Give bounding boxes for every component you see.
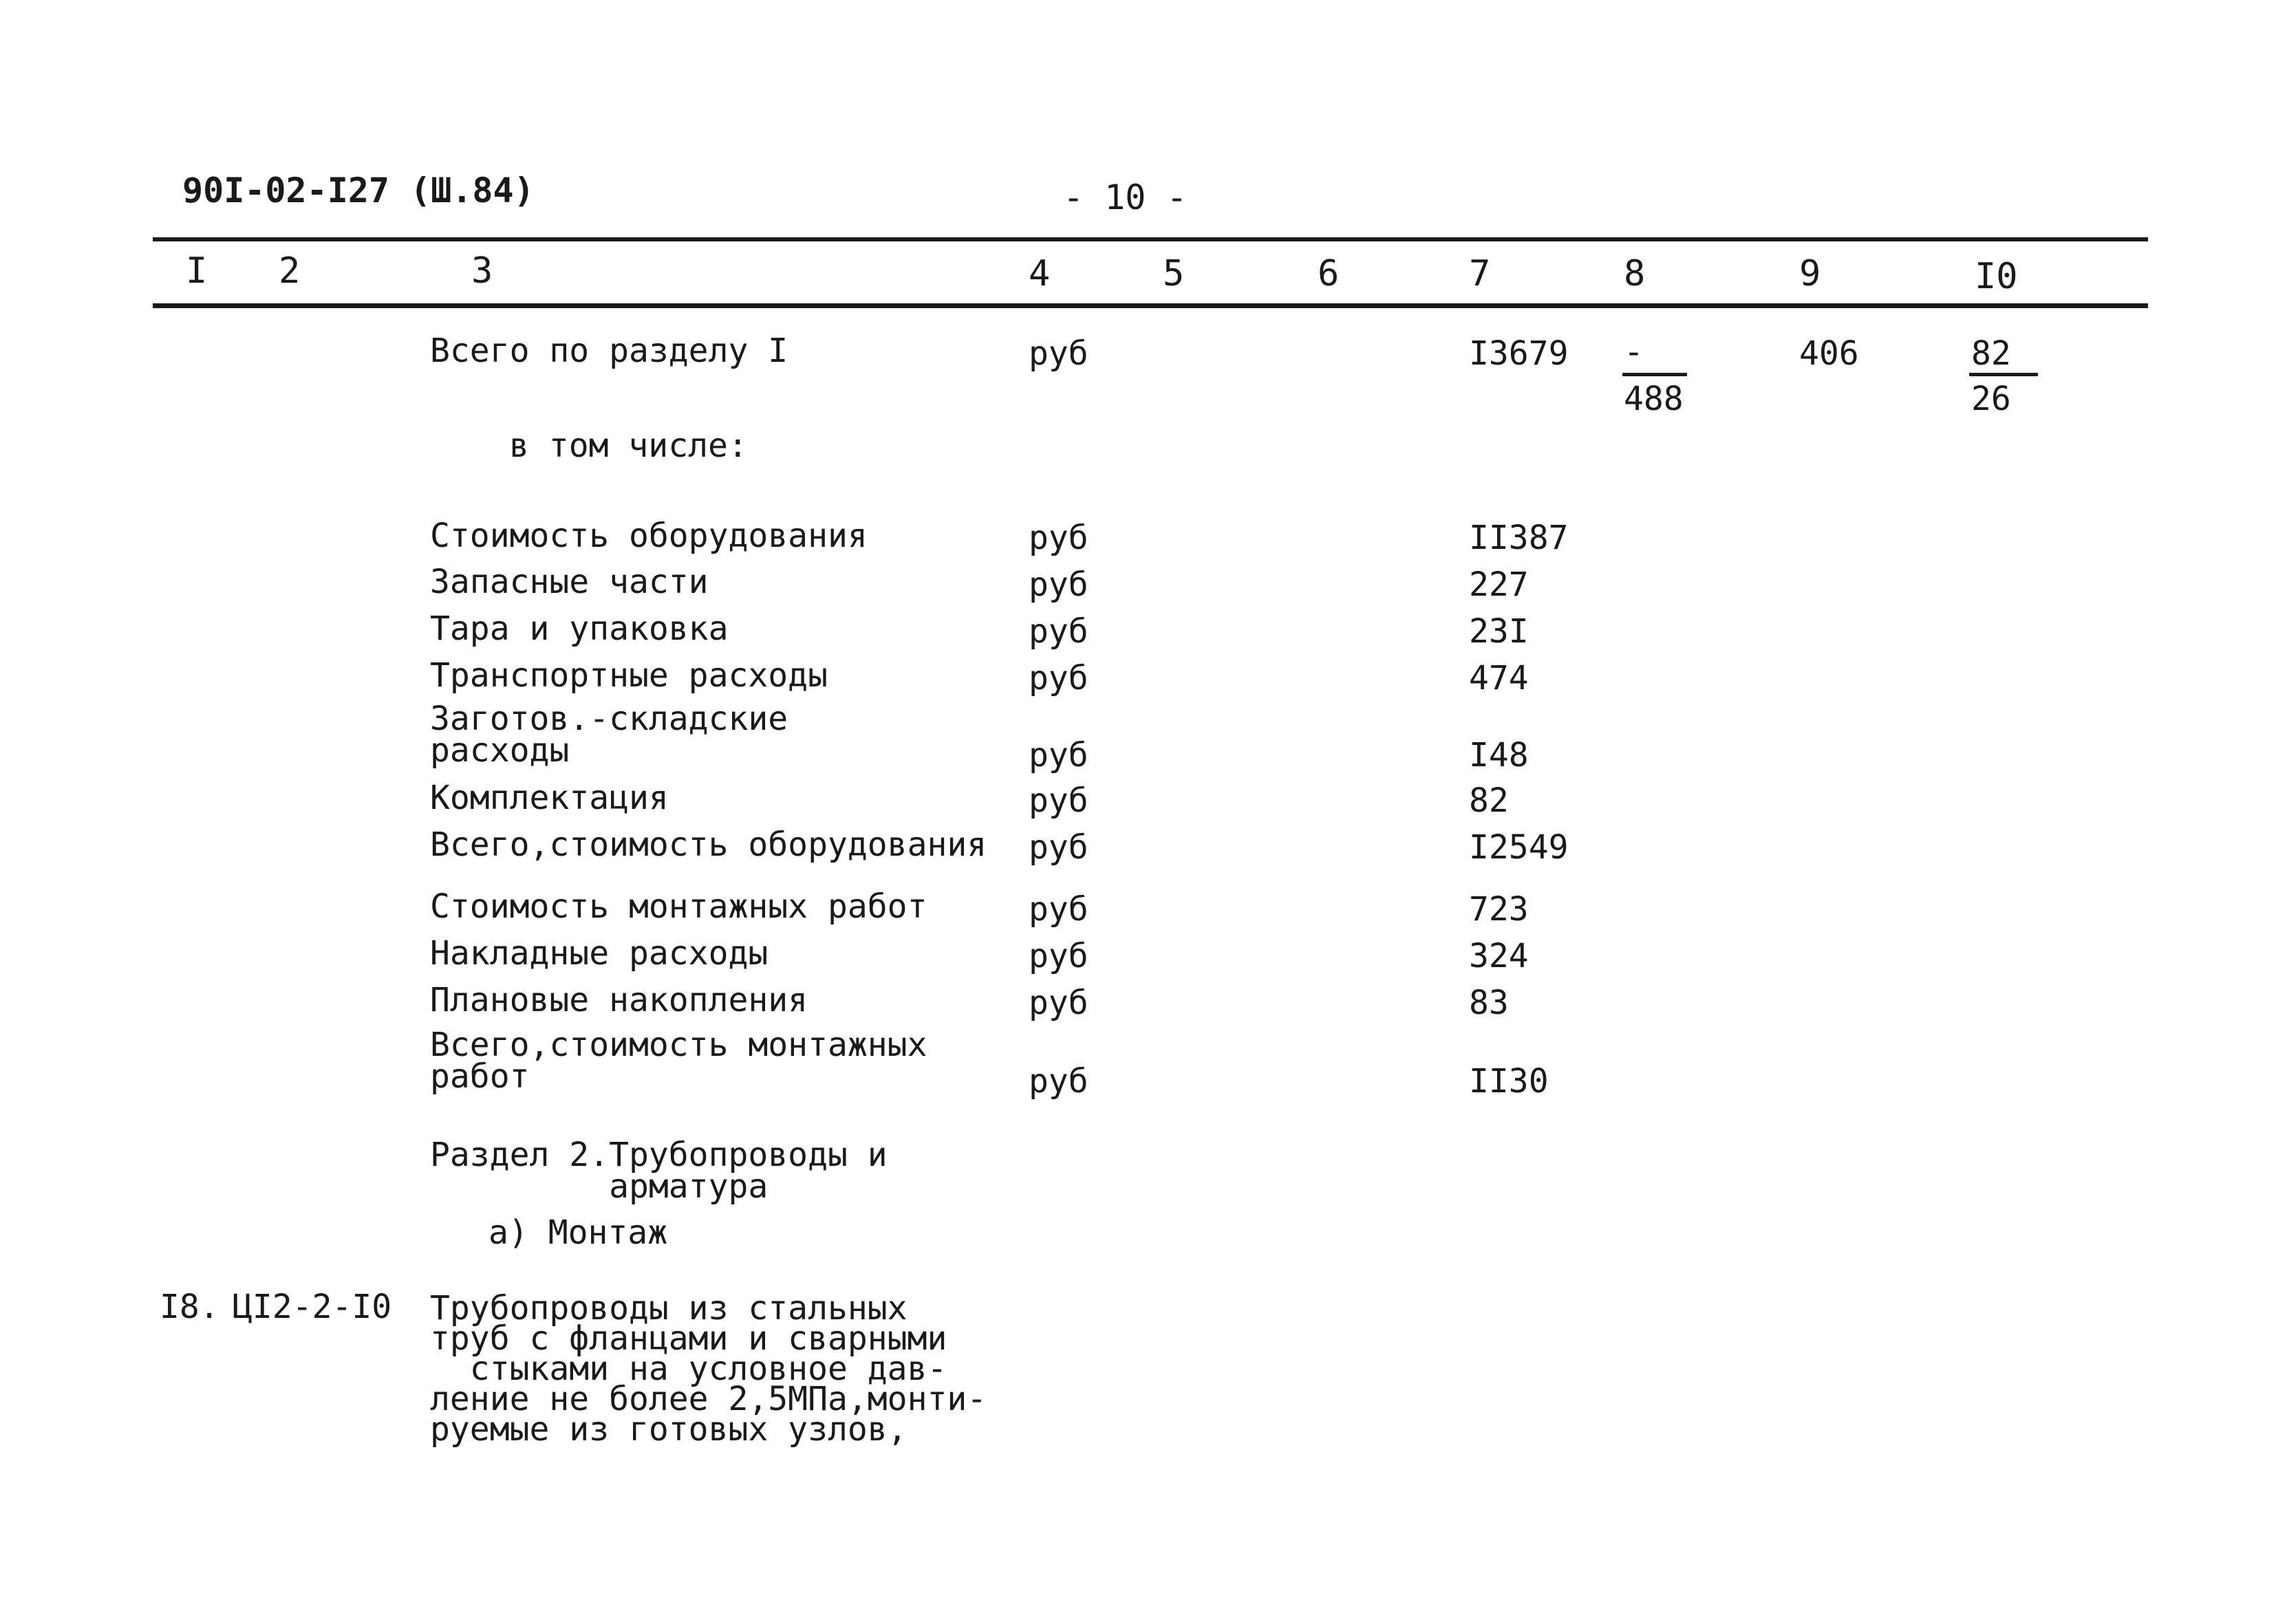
row-value: 227 [1469,565,1529,604]
row-unit: руб [1029,565,1088,604]
column-header-1: I [186,250,208,292]
row-value: 723 [1469,890,1529,929]
row-unit: руб [1029,519,1088,557]
row-unit: руб [1029,781,1088,820]
row-label: Стоимость оборудования [430,517,868,555]
column-header-2: 2 [279,250,301,292]
table-header-rule [153,303,2148,308]
column-header-6: 6 [1318,253,1340,294]
col8-fraction-line [1622,373,1687,376]
column-header-3: 3 [471,250,493,292]
section-2-subtitle: а) Монтаж [489,1213,668,1252]
row-label: Плановые накопления [430,981,808,1019]
total-section-col10-bottom: 26 [1971,380,2011,418]
column-header-10: I0 [1975,256,2018,297]
row-unit: руб [1029,612,1088,651]
total-section-col7: I3679 [1469,334,1569,373]
row-unit: руб [1029,1062,1088,1101]
total-section-col8-top: - [1624,333,1644,371]
row-label: Накладные расходы [430,934,769,973]
row-label: Стоимость монтажных работ [430,887,927,926]
total-section-unit: руб [1029,334,1088,373]
row-label: Всего,стоимость оборудования [430,825,987,864]
page-number: - 10 - [1063,177,1188,217]
row-value: 474 [1469,659,1529,697]
row-label: Запасные части [430,563,709,601]
row-unit: руб [1029,659,1088,697]
row-label: Комплектация [430,779,669,817]
total-section-col9: 406 [1799,334,1859,373]
item-description: Трубопроводы из стальных труб с фланцами и сварными стыками на условное дав- ление не более 2,5МПа,монти- руемые из готовых узлов, [430,1289,987,1449]
row-value: I2549 [1469,828,1569,867]
row-unit: руб [1029,984,1088,1022]
row-value: II387 [1469,519,1569,557]
row-value: 82 [1469,781,1509,820]
total-section-label: Всего по разделу I [430,332,788,370]
row-value: 83 [1469,984,1509,1022]
col10-fraction-line [1969,373,2038,376]
column-header-5: 5 [1163,253,1185,294]
including-label: в том числе: [509,426,748,465]
total-section-col10-top: 82 [1971,334,2011,373]
row-label: Тара и упаковка [430,609,729,648]
column-header-9: 9 [1799,253,1821,294]
row-unit: руб [1029,890,1088,929]
row-unit: руб [1029,828,1088,867]
row-value: 324 [1469,937,1529,975]
row-value: II30 [1469,1062,1549,1101]
row-label: Заготов.-складские расходы [430,700,788,770]
column-header-4: 4 [1029,253,1051,294]
item-number: I8. [160,1288,219,1326]
row-value: 23I [1469,612,1529,651]
row-value: I48 [1469,736,1529,775]
section-2-title: Раздел 2.Трубопроводы и арматура [430,1136,888,1206]
document-code: 90I-02-I27 (Ш.84) [182,171,535,210]
item-code: ЦI2-2-I0 [233,1288,392,1326]
column-header-7: 7 [1469,253,1491,294]
row-label: Транспортные расходы [430,656,828,695]
total-section-col8-bottom: 488 [1624,380,1684,418]
column-header-8: 8 [1624,253,1646,294]
table-top-rule [153,237,2148,241]
row-unit: руб [1029,937,1088,975]
row-unit: руб [1029,736,1088,775]
row-label: Всего,стоимость монтажных работ [430,1026,927,1096]
